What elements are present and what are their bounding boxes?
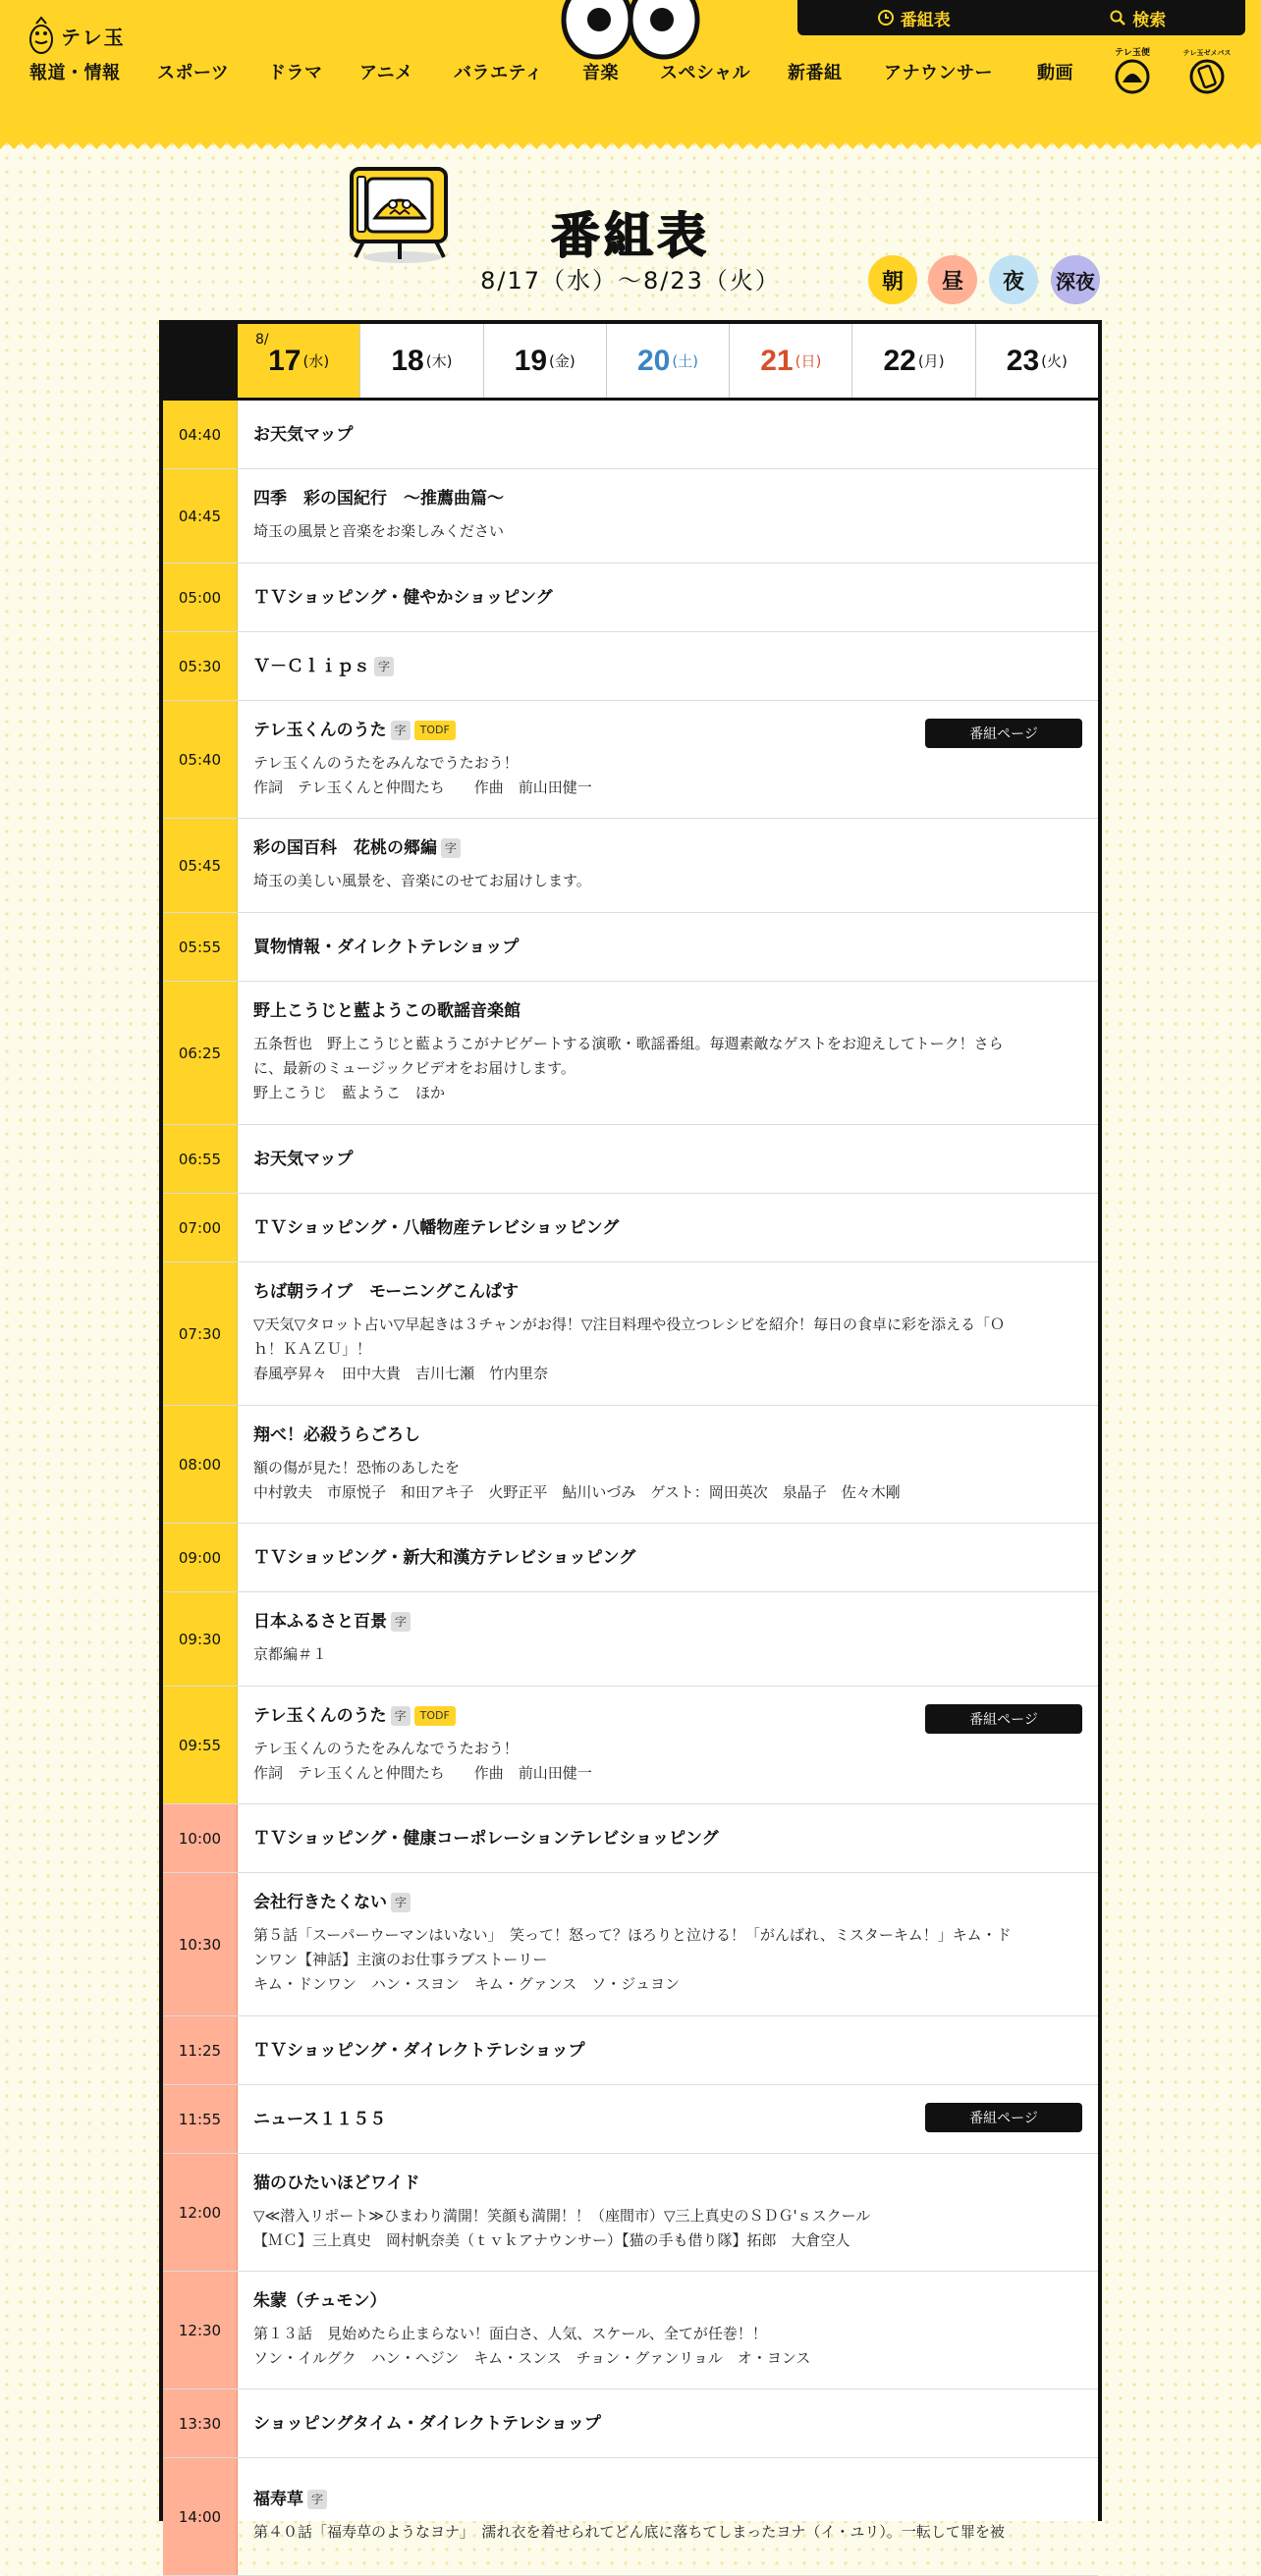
date-range: 8/17（水）〜8/23（火）	[480, 267, 781, 295]
nav-special[interactable]: スペシャル	[660, 63, 751, 83]
program-time: 06:25	[163, 982, 238, 1124]
program-title[interactable]	[253, 1547, 1082, 1569]
program-description	[253, 2322, 1082, 2371]
search-link-label: 検索	[1132, 10, 1167, 30]
program-title-text: ちば朝ライブ モーニングこんぱす	[253, 1282, 519, 1302]
subtitle-badge-icon: 字	[391, 721, 411, 740]
tod-morning-label: 朝	[881, 269, 904, 295]
program-title[interactable]	[253, 1149, 1082, 1170]
schedule-link[interactable]	[877, 6, 951, 30]
program-description	[253, 869, 1082, 893]
program-body	[238, 1262, 1098, 1405]
nav-new-programs[interactable]: 新番組	[788, 63, 843, 83]
program-row[interactable]	[163, 1873, 1098, 2016]
mascot-logo-icon	[27, 16, 55, 55]
program-time: 11:25	[163, 2016, 238, 2084]
day-tab-18[interactable]	[359, 324, 482, 398]
program-body	[238, 2016, 1098, 2084]
program-description-line: 野上こうじ 藍ようこ ほか	[253, 1084, 446, 1101]
program-title-text: 彩の国百科 花桃の郷編	[253, 838, 437, 858]
day-weekday: (日)	[795, 352, 822, 370]
program-title[interactable]	[253, 488, 1082, 510]
program-row[interactable]	[163, 1524, 1098, 1592]
nav-announcers[interactable]: アナウンサー	[884, 63, 993, 83]
program-time: 05:30	[163, 632, 238, 700]
program-title[interactable]	[253, 837, 1082, 859]
program-title[interactable]	[253, 656, 1082, 677]
program-title-text: 会社行きたくない	[253, 1893, 387, 1912]
program-description	[253, 1923, 1082, 1997]
program-row[interactable]	[163, 1406, 1098, 1524]
program-time: 10:30	[163, 1873, 238, 2015]
program-description-line: 京都編＃１	[253, 1645, 328, 1663]
program-body	[238, 913, 1098, 981]
program-description-line: ソン・イルグク ハン・ヘジン キム・スンス チョン・グァンリョル オ・ヨンス	[253, 2348, 811, 2367]
program-title-text: Ｖ－Ｃｌｉｐｓ	[253, 656, 370, 676]
program-title-text: テレ玉くんのうた	[253, 720, 387, 740]
program-row[interactable]	[163, 1687, 1098, 1804]
program-time: 10:00	[163, 1804, 238, 1872]
program-row[interactable]	[163, 982, 1098, 1125]
program-description-line: ｈ！ＫＡＺＵ」！	[253, 1340, 372, 1358]
program-description-line: 額の傷が見た！恐怖のあしたを	[253, 1458, 461, 1476]
program-description-line: 作詞 テレ玉くんと仲間たち 作曲 前山田健一	[253, 778, 592, 796]
program-title-text: 買物情報・ダイレクトテレショップ	[253, 937, 520, 957]
program-row[interactable]	[163, 564, 1098, 632]
schedule-table	[159, 320, 1102, 2541]
program-title[interactable]	[253, 2290, 1082, 2312]
program-time: 12:00	[163, 2154, 238, 2271]
program-row[interactable]	[163, 2154, 1098, 2272]
mascot-eyes-icon	[558, 0, 703, 61]
logo-text: テレ玉	[61, 25, 126, 49]
program-description	[253, 519, 1082, 544]
program-title-text: ショッピングタイム・ダイレクトテレショップ	[253, 2413, 601, 2434]
program-description-line: 第１３話 見始めたら止まらない！面白さ、人気、スケール、全てが任巻！！	[253, 2324, 767, 2342]
search-icon	[1109, 9, 1126, 27]
program-title[interactable]	[253, 1281, 1082, 1303]
program-description-line: 作詞 テレ玉くんと仲間たち 作曲 前山田健一	[253, 1763, 592, 1782]
program-time: 13:30	[163, 2389, 238, 2457]
program-row[interactable]	[163, 2016, 1098, 2085]
day-tab-23[interactable]	[975, 324, 1098, 398]
program-body	[238, 1873, 1098, 2015]
site-header	[0, 0, 1261, 137]
day-number: 22	[883, 344, 916, 377]
nav-music[interactable]: 音楽	[582, 63, 619, 83]
day-weekday: (土)	[672, 352, 699, 370]
program-body	[238, 632, 1098, 700]
clock-icon	[877, 9, 895, 27]
program-body	[238, 1194, 1098, 1261]
program-title-text: 四季 彩の国紀行 ～推薦曲篇～	[253, 489, 504, 509]
program-description-line: に、最新のミュージックビデオをお届けします。	[253, 1059, 576, 1077]
tod-latenight-label: 深夜	[1056, 269, 1095, 294]
program-time: 08:00	[163, 1406, 238, 1523]
day-month: 8/	[255, 332, 269, 348]
tod-night-button[interactable]	[989, 255, 1038, 304]
program-body	[238, 1406, 1098, 1523]
program-title-text: 福寿草	[253, 2490, 303, 2509]
program-title[interactable]	[253, 937, 1082, 958]
program-title[interactable]	[253, 1611, 1082, 1633]
program-row[interactable]	[163, 2458, 1098, 2576]
subtitle-badge-icon: 字	[307, 2490, 327, 2509]
day-number: 23	[1006, 344, 1040, 377]
program-time: 09:30	[163, 1592, 238, 1686]
program-row[interactable]	[163, 1804, 1098, 1873]
program-description	[253, 1032, 1082, 1105]
program-description-line: ンワン【神話】主演のお仕事ラブストーリー	[253, 1951, 548, 1968]
program-description-line: 第４０話「福寿草のようなヨナ」 濡れ衣を着せられてどん底に落ちてしまったヨナ（イ・ユリ）。一転して罪を被	[253, 2523, 1005, 2541]
phone-icon[interactable]	[1182, 45, 1232, 94]
program-description	[253, 1642, 1082, 1667]
program-time: 04:40	[163, 401, 238, 468]
program-description-line: 埼玉の美しい風景を、音楽にのせてお届けします。	[253, 872, 591, 889]
program-description	[253, 2204, 1082, 2253]
program-time: 07:30	[163, 1262, 238, 1405]
schedule-link-label: 番組表	[900, 10, 951, 30]
program-body	[238, 2154, 1098, 2271]
nav-sports[interactable]: スポーツ	[157, 63, 230, 83]
program-title[interactable]	[253, 1000, 1082, 1022]
subtitle-badge-icon: 字	[391, 1893, 411, 1912]
program-body	[238, 469, 1098, 563]
program-title[interactable]	[253, 587, 1082, 609]
day-weekday: (月)	[917, 352, 945, 370]
program-description-line: 春風亭昇々 田中大貴 吉川七瀬 竹内里奈	[253, 1365, 549, 1382]
subtitle-badge-icon: 字	[441, 838, 461, 858]
program-description-line: キム・ドンワン ハン・スヨン キム・グァンス ソ・ジュヨン	[253, 1975, 680, 1993]
program-description	[253, 1313, 1082, 1386]
program-title-text: お天気マップ	[253, 424, 354, 445]
program-title-text: 野上こうじと藍ようこの歌謡音楽館	[253, 1001, 521, 1021]
day-weekday: (金)	[549, 352, 576, 370]
day-tab-21[interactable]	[729, 324, 851, 398]
nav-anime[interactable]: アニメ	[359, 63, 413, 83]
program-description-line: 中村敦夫 市原悦子 和田アキ子 火野正平 鮎川いづみ ゲスト：岡田英次 泉晶子 佐々木剛	[253, 1482, 901, 1501]
program-time: 07:00	[163, 1194, 238, 1261]
nav-news[interactable]: 報道・情報	[29, 63, 121, 83]
program-time: 05:40	[163, 701, 238, 818]
program-page-button[interactable]: 番組ページ	[925, 2103, 1082, 2132]
program-time: 14:00	[163, 2458, 238, 2575]
day-number: 20	[636, 344, 671, 377]
program-title-text: ＴＶショッピング・新大和漢方テレビショッピング	[253, 1547, 636, 1568]
program-title-text: 日本ふるさと百景	[253, 1612, 387, 1632]
program-description	[253, 751, 1082, 800]
program-row[interactable]	[163, 701, 1098, 819]
program-row[interactable]	[163, 469, 1098, 564]
program-body	[238, 819, 1098, 912]
program-title-text: ＴＶショッピング・健やかショッピング	[253, 587, 553, 608]
day-tabs-corner	[163, 324, 238, 398]
subtitle-badge-icon: 字	[374, 657, 394, 676]
program-title[interactable]	[253, 2040, 1082, 2062]
program-description-line: テレ玉くんのうたをみんなでうたおう！	[253, 753, 519, 772]
program-body	[238, 2085, 1098, 2153]
day-number: 18	[391, 344, 424, 377]
program-title-text: ＴＶショッピング・ダイレクトテレショップ	[253, 2040, 585, 2061]
program-title[interactable]	[253, 1828, 1082, 1850]
day-number: 17	[268, 344, 302, 377]
program-body	[238, 401, 1098, 468]
program-time: 11:55	[163, 2085, 238, 2153]
program-title[interactable]	[253, 2173, 1082, 2194]
program-time: 05:00	[163, 564, 238, 631]
program-time: 09:00	[163, 1524, 238, 1591]
top-utility-bar	[797, 0, 1245, 35]
program-time: 04:45	[163, 469, 238, 563]
program-row[interactable]	[163, 401, 1098, 469]
tv-mascot-icon	[346, 163, 454, 265]
program-title[interactable]	[253, 1217, 1082, 1239]
program-row[interactable]	[163, 1194, 1098, 1262]
program-page-button[interactable]: 番組ページ	[925, 719, 1082, 748]
program-title[interactable]	[253, 1424, 1082, 1446]
program-description	[253, 1737, 1082, 1786]
program-description-line: テレ玉くんのうたをみんなでうたおう！	[253, 1739, 519, 1757]
program-title[interactable]	[253, 424, 1082, 446]
todf-badge: TODF	[414, 1706, 456, 1726]
program-title-text: テレ玉くんのうた	[253, 1705, 387, 1726]
program-body	[238, 2458, 1098, 2575]
tod-noon-label: 昼	[941, 269, 963, 295]
program-body	[238, 2272, 1098, 2388]
program-title-text: 猫のひたいほどワイド	[253, 2173, 420, 2193]
day-tab-19[interactable]	[483, 324, 606, 398]
program-time: 12:30	[163, 2272, 238, 2388]
program-time: 05:45	[163, 819, 238, 912]
program-row[interactable]	[163, 1125, 1098, 1194]
program-description-line: ▽≪潜入リポート≫ひまわり満開！笑顔も満開！！（座間市）▽三上真史のＳＤＧ'ｓスクール	[253, 2206, 871, 2225]
program-time: 09:55	[163, 1687, 238, 1803]
page-title: 番組表	[551, 207, 710, 264]
todf-badge: TODF	[414, 721, 456, 740]
tv-bell-label: テレ玉便	[1115, 48, 1150, 58]
program-row[interactable]	[163, 1262, 1098, 1406]
program-body	[238, 1524, 1098, 1591]
program-description-line: 第５話「スーパーウーマンはいない」 笑って！怒って？ほろりと泣ける！「がんばれ、ミスターキム！」キム・ド	[253, 1926, 1012, 1944]
program-body	[238, 1592, 1098, 1686]
nav-videos[interactable]: 動画	[1037, 63, 1073, 83]
program-body	[238, 2389, 1098, 2457]
day-tab-17[interactable]	[238, 324, 359, 398]
program-row[interactable]	[163, 1592, 1098, 1687]
program-description	[253, 1456, 1082, 1505]
program-title-text: ニュース１１５５	[253, 2109, 387, 2129]
tv-bell-icon[interactable]	[1111, 45, 1154, 94]
program-row[interactable]	[163, 819, 1098, 913]
tod-morning-button[interactable]	[868, 255, 917, 304]
program-title[interactable]	[253, 1892, 1082, 1913]
program-row[interactable]	[163, 632, 1098, 701]
day-weekday: (木)	[425, 352, 453, 370]
program-title-text: お天気マップ	[253, 1149, 354, 1169]
program-description	[253, 2520, 1082, 2545]
subtitle-badge-icon: 字	[391, 1706, 411, 1726]
program-title-text: ＴＶショッピング・八幡物産テレビショッピング	[253, 1217, 620, 1238]
program-description-line: 【ＭＣ】三上真史 岡村帆奈美（ｔｖｋアナウンサー）【猫の手も借り隊】拓郎 大倉空人	[253, 2230, 850, 2249]
nav-drama[interactable]: ドラマ	[268, 63, 323, 83]
program-row[interactable]	[163, 2272, 1098, 2389]
site-logo[interactable]	[27, 14, 126, 57]
search-link[interactable]	[1109, 6, 1166, 30]
day-number: 21	[760, 344, 794, 377]
program-row[interactable]	[163, 913, 1098, 982]
day-number: 19	[514, 344, 548, 377]
program-time: 05:55	[163, 913, 238, 981]
program-description-line: ▽天気▽タロット占い▽早起きは３チャンがお得！▽注目料理や役立つレシピを紹介！毎日の食卓に彩を添える「Ｏ	[253, 1315, 1006, 1333]
program-description-line: 五条哲也 野上こうじと藍ようこがナビゲートする演歌・歌謡番組。毎週素敵なゲストをお迎えしてトーク！さら	[253, 1035, 1004, 1052]
program-body	[238, 701, 1098, 818]
program-time: 06:55	[163, 1125, 238, 1193]
program-body	[238, 1687, 1098, 1803]
day-weekday: (火)	[1041, 352, 1068, 370]
program-list	[163, 401, 1098, 2576]
program-body	[238, 982, 1098, 1124]
program-title-text: ＴＶショッピング・健康コーポレーションテレビショッピング	[253, 1828, 719, 1849]
tod-latenight-button[interactable]	[1051, 255, 1100, 304]
main-nav	[0, 59, 1261, 88]
tod-noon-button[interactable]	[928, 255, 977, 304]
program-row[interactable]	[163, 2389, 1098, 2458]
nav-variety[interactable]: バラエティ	[454, 63, 544, 83]
program-title[interactable]	[253, 2413, 1082, 2435]
program-body	[238, 1125, 1098, 1193]
program-title-text: 朱蒙（チュモン）	[253, 2290, 387, 2311]
program-title-text: 翔べ！必殺うらごろし	[253, 1424, 420, 1445]
phone-icon-label: テレ玉ゼメパス	[1182, 49, 1232, 57]
program-page-button[interactable]: 番組ページ	[925, 1704, 1082, 1734]
day-tabs	[163, 324, 1098, 401]
program-row[interactable]	[163, 2085, 1098, 2154]
tod-night-label: 夜	[1002, 269, 1024, 295]
program-body	[238, 1804, 1098, 1872]
program-title[interactable]	[253, 2489, 1082, 2510]
day-weekday: (水)	[302, 352, 330, 370]
program-description-line: 埼玉の風景と音楽をお楽しみください	[253, 522, 505, 540]
program-body	[238, 564, 1098, 631]
day-tab-22[interactable]	[851, 324, 974, 398]
header-zigzag-edge	[0, 135, 1261, 149]
day-tab-20[interactable]	[606, 324, 729, 398]
subtitle-badge-icon: 字	[391, 1612, 411, 1632]
